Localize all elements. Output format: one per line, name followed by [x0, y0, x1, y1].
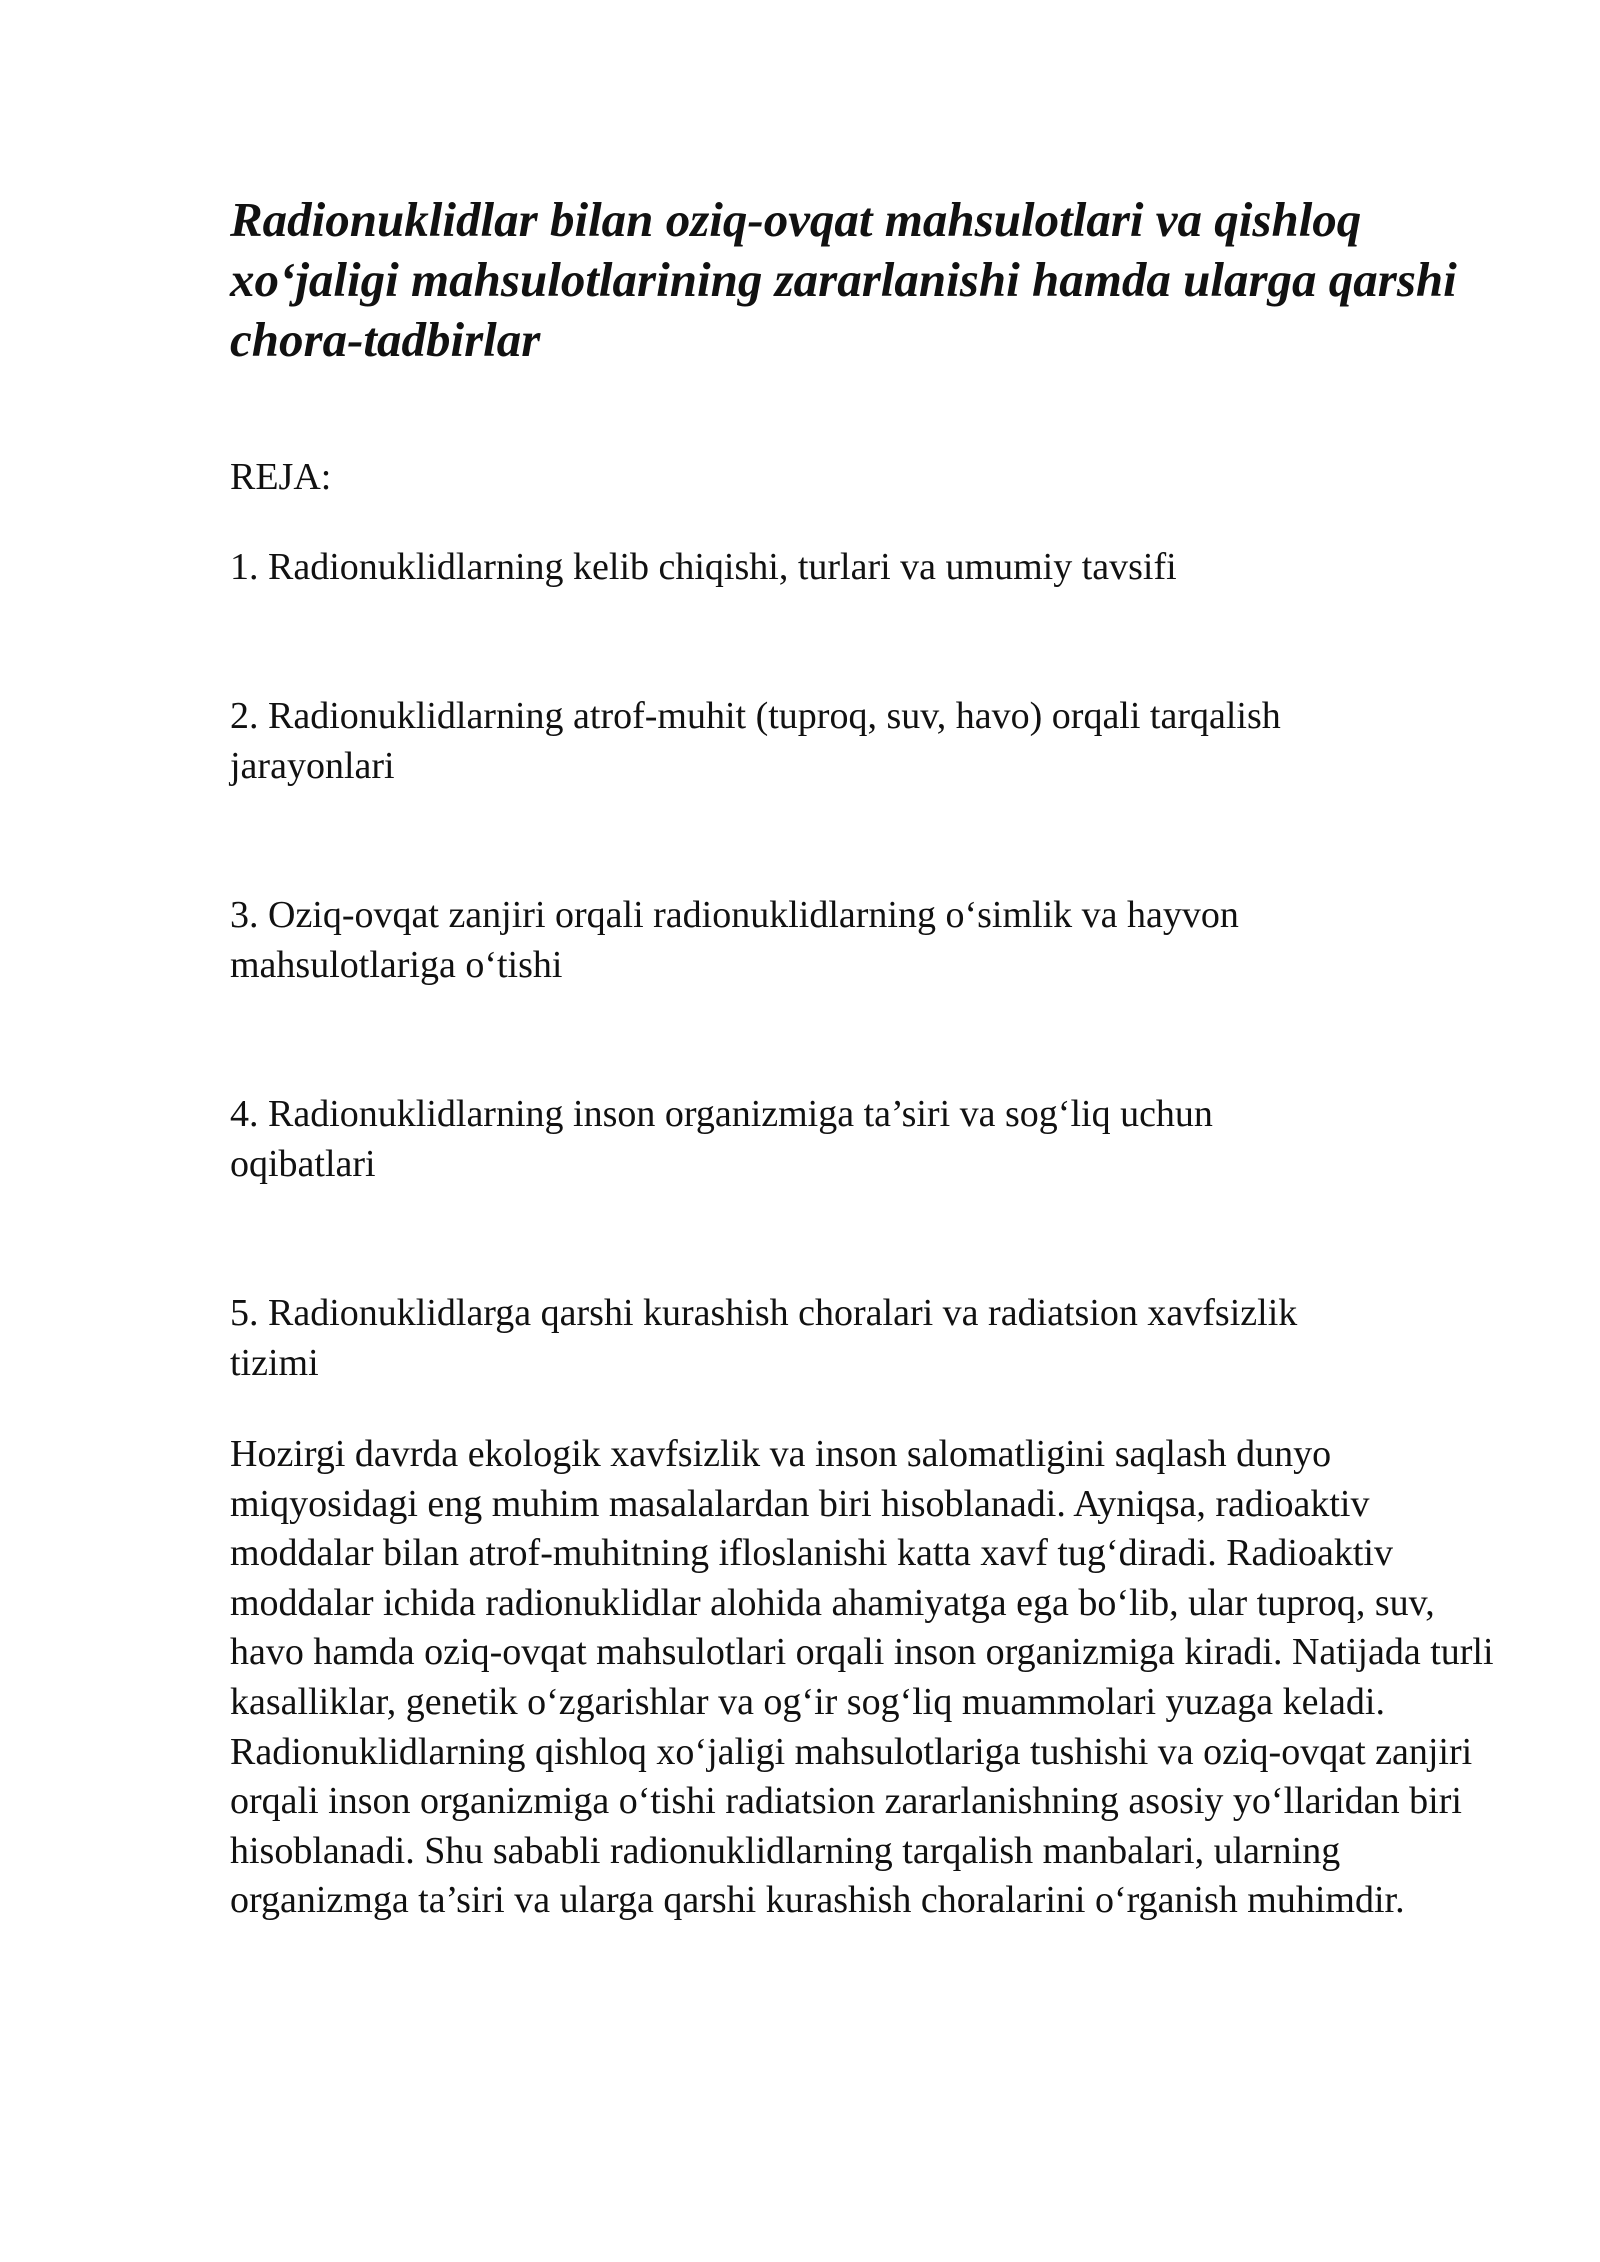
plan-heading: REJA: [230, 456, 332, 498]
document-page [230, 190, 1500, 1926]
plan-item: 2. Radionuklidlarning atrof-muhit (tuproq, suv, havo) orqali tarqalish jarayonlari [230, 695, 1281, 787]
intro-paragraph: Hozirgi davrda ekologik xavfsizlik va inson salomatligini saqlash dunyo miqyosidagi eng muhim masalalardan biri hisoblanadi. Ayniqsa, radioaktiv moddalar bilan atrof-muhitning ifloslanishi katta xavf tug‘diradi. Radioaktiv moddalar ichida radionuklidlar alohida ahamiyatga ega bo‘lib, ular tuproq, suv, havo hamda oziq-ovqat mahsulotlari orqali inson organizmiga kiradi. Natijada turli kasalliklar, genetik o‘zgarishlar va og‘ir sog‘liq muammolari yuzaga keladi. Radionuklidlarning qishloq xo‘jaligi mahsulotlariga tushishi va oziq-ovqat zanjiri orqali inson organizmiga o‘tishi radiatsion zararlanishning asosiy yo‘llaridan biri hisoblanadi. Shu sababli radionuklidlarning tarqalish manbalari, ularning organizmga ta’siri va ularga qarshi kurashish choralarini o‘rganish muhimdir. [230, 1433, 1494, 1922]
document-title: Radionuklidlar bilan oziq-ovqat mahsulotlari va qishloq xo‘jaligi mahsulotlarining zararlanishi hamda ularga qarshi chora-tadbirlar [230, 192, 1457, 367]
plan-list [230, 542, 1500, 1388]
plan-item: 3. Oziq-ovqat zanjiri orqali radionuklidlarning o‘simlik va hayvon mahsulotlariga o‘tishi [230, 894, 1239, 986]
plan-item: 4. Radionuklidlarning inson organizmiga ta’siri va sog‘liq uchun oqibatlari [230, 1093, 1213, 1185]
plan-item: 5. Radionuklidlarga qarshi kurashish choralari va radiatsion xavfsizlik tizimi [230, 1292, 1298, 1384]
plan-item: 1. Radionuklidlarning kelib chiqishi, turlari va umumiy tavsifi [230, 546, 1177, 588]
